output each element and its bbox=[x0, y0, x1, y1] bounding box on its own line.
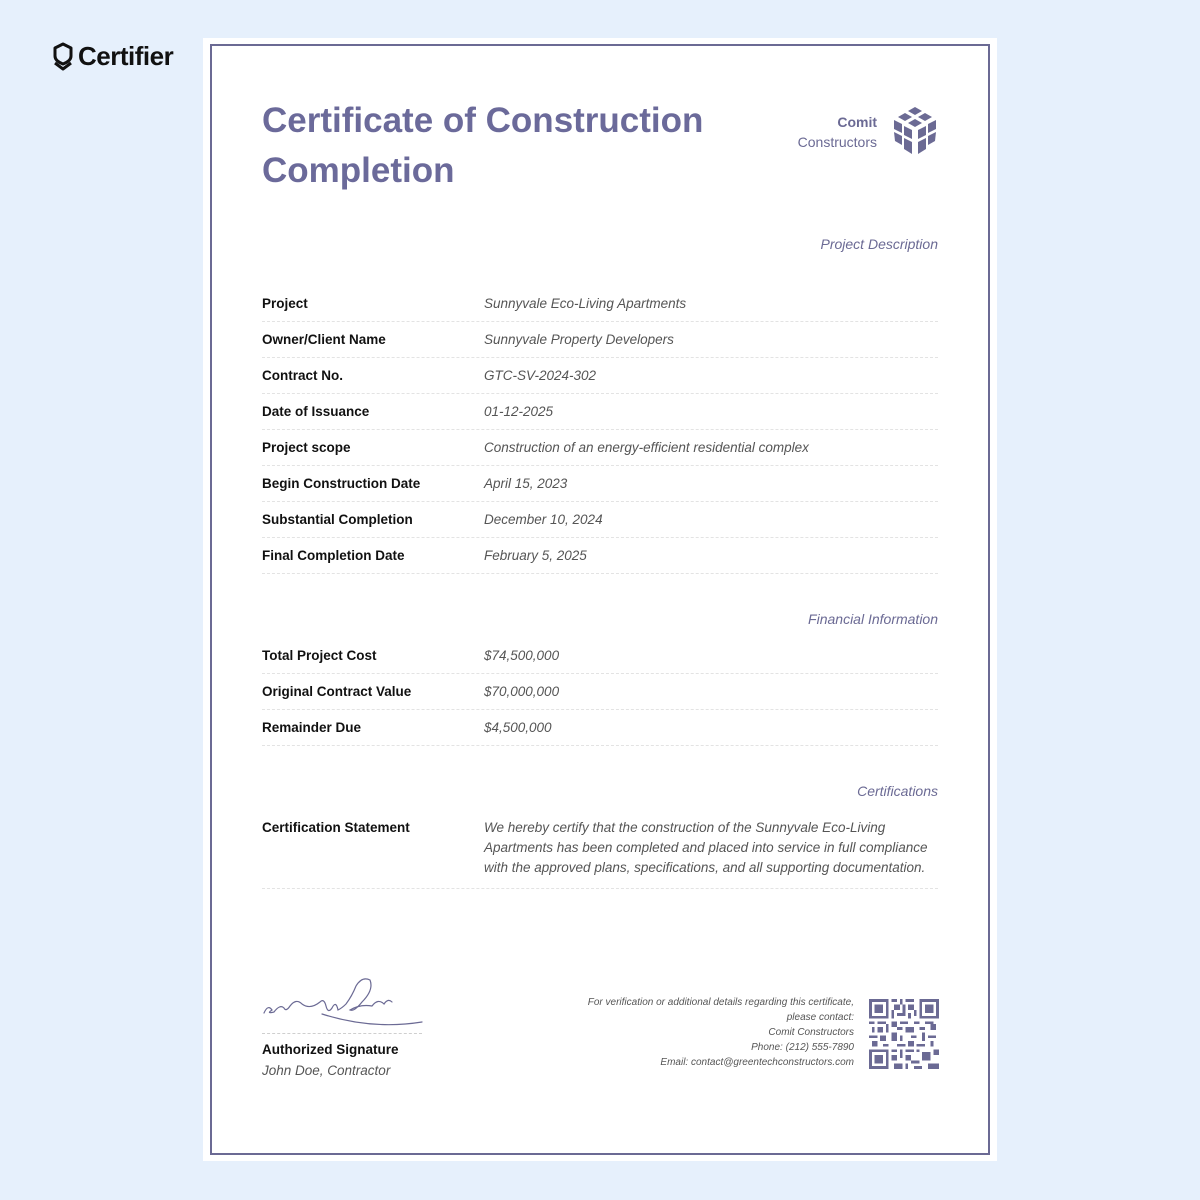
contact-phone: Phone: (212) 555-7890 bbox=[751, 1042, 854, 1053]
row-value: Construction of an energy-efficient residential complex bbox=[484, 440, 809, 455]
section-label-financial-information: Financial Information bbox=[808, 611, 938, 627]
project-description-table bbox=[262, 286, 938, 574]
certificate-page bbox=[203, 38, 997, 1161]
certificate-title: Certificate of Construction Completion bbox=[262, 101, 704, 190]
row-label: Final Completion Date bbox=[262, 548, 405, 563]
table-row bbox=[262, 358, 938, 394]
table-row bbox=[262, 674, 938, 710]
certifications-table bbox=[262, 812, 938, 889]
brand-name: Certifier bbox=[78, 41, 174, 71]
row-value: GTC-SV-2024-302 bbox=[484, 368, 597, 383]
table-row bbox=[262, 812, 938, 889]
financial-information-table bbox=[262, 638, 938, 746]
section-label-project-description: Project Description bbox=[820, 236, 938, 252]
row-label: Original Contract Value bbox=[262, 684, 412, 699]
row-value: December 10, 2024 bbox=[484, 512, 603, 527]
row-value: February 5, 2025 bbox=[484, 548, 587, 563]
signatory-name: John Doe, Contractor bbox=[262, 1063, 391, 1078]
row-label: Project bbox=[262, 296, 308, 311]
table-row bbox=[262, 286, 938, 322]
table-row bbox=[262, 710, 938, 746]
row-value: $4,500,000 bbox=[484, 720, 552, 735]
row-label: Contract No. bbox=[262, 368, 343, 383]
qr-code-icon bbox=[869, 998, 939, 1070]
row-label: Certification Statement bbox=[262, 820, 410, 835]
row-label: Total Project Cost bbox=[262, 648, 377, 663]
company-name-line1: Comit bbox=[837, 114, 877, 130]
table-row bbox=[262, 466, 938, 502]
row-value: $70,000,000 bbox=[484, 684, 560, 699]
signature-image bbox=[262, 968, 427, 1028]
row-label: Owner/Client Name bbox=[262, 332, 386, 347]
row-value: 01-12-2025 bbox=[484, 404, 554, 419]
contact-line: For verification or additional details regarding this certificate, bbox=[587, 997, 854, 1008]
row-label: Project scope bbox=[262, 440, 351, 455]
row-value: We hereby certify that the construction of the Sunnyvale Eco-Living Apartments has been completed and placed into service in full compliance with the approved plans, specifications, and all supporting documentation. bbox=[484, 820, 928, 875]
signature-block bbox=[262, 968, 427, 1078]
signature-line bbox=[262, 1033, 422, 1034]
contact-company: Comit Constructors bbox=[768, 1027, 854, 1038]
company-name-line2: Constructors bbox=[797, 134, 877, 150]
certifier-shield-icon bbox=[52, 42, 74, 72]
table-row bbox=[262, 538, 938, 574]
row-value: Sunnyvale Property Developers bbox=[484, 332, 674, 347]
contact-email: Email: contact@greentechconstructors.com bbox=[660, 1057, 854, 1068]
table-row bbox=[262, 394, 938, 430]
table-row bbox=[262, 322, 938, 358]
row-label: Date of Issuance bbox=[262, 404, 370, 419]
row-label: Remainder Due bbox=[262, 720, 362, 735]
row-label: Substantial Completion bbox=[262, 512, 413, 527]
cube-logo-icon bbox=[891, 106, 939, 156]
table-row bbox=[262, 638, 938, 674]
table-row bbox=[262, 502, 938, 538]
row-value: $74,500,000 bbox=[484, 648, 560, 663]
signature-title: Authorized Signature bbox=[262, 1042, 399, 1057]
table-row bbox=[262, 430, 938, 466]
row-value: April 15, 2023 bbox=[484, 476, 568, 491]
company-name bbox=[798, 112, 877, 152]
verification-contact bbox=[588, 995, 854, 1070]
contact-line: please contact: bbox=[786, 1012, 854, 1023]
certifier-brand bbox=[52, 41, 173, 72]
row-value: Sunnyvale Eco-Living Apartments bbox=[484, 296, 687, 311]
row-label: Begin Construction Date bbox=[262, 476, 421, 491]
section-label-certifications: Certifications bbox=[857, 783, 938, 799]
